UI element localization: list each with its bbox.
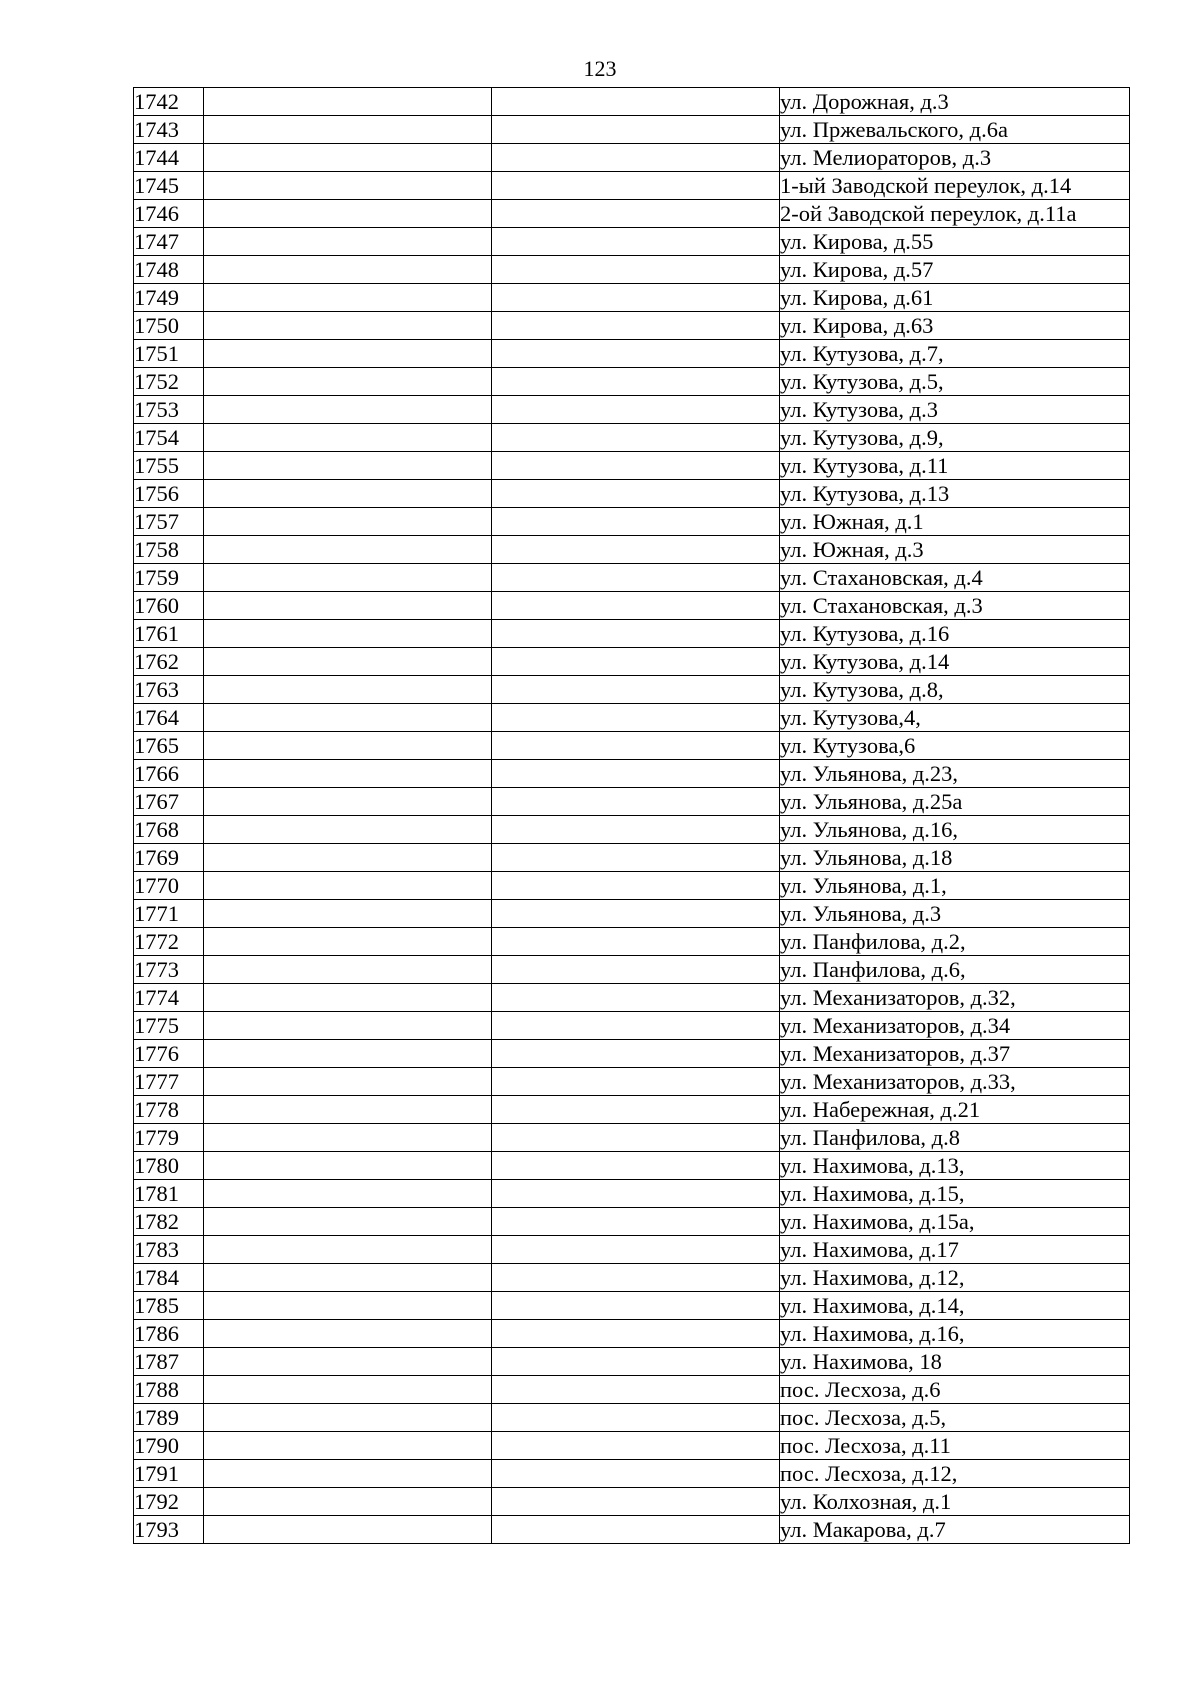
empty-cell bbox=[492, 816, 780, 844]
empty-cell bbox=[204, 228, 492, 256]
table-row bbox=[134, 116, 1130, 144]
empty-cell bbox=[492, 900, 780, 928]
address-table-body bbox=[134, 88, 1130, 1544]
table-row bbox=[134, 1320, 1130, 1348]
empty-cell bbox=[492, 1516, 780, 1544]
table-row bbox=[134, 1432, 1130, 1460]
empty-cell bbox=[204, 1348, 492, 1376]
row-number: 1791 bbox=[134, 1460, 204, 1488]
table-row bbox=[134, 1404, 1130, 1432]
row-number: 1784 bbox=[134, 1264, 204, 1292]
row-number: 1781 bbox=[134, 1180, 204, 1208]
address-cell: ул. Ульянова, д.23, bbox=[780, 760, 1130, 788]
table-row bbox=[134, 788, 1130, 816]
row-number: 1750 bbox=[134, 312, 204, 340]
address-cell: ул. Кирова, д.61 bbox=[780, 284, 1130, 312]
row-number: 1747 bbox=[134, 228, 204, 256]
table-row bbox=[134, 200, 1130, 228]
empty-cell bbox=[492, 88, 780, 116]
table-row bbox=[134, 928, 1130, 956]
address-cell: 2-ой Заводской переулок, д.11а bbox=[780, 200, 1130, 228]
row-number: 1751 bbox=[134, 340, 204, 368]
address-cell: ул. Кутузова, д.11 bbox=[780, 452, 1130, 480]
table-row bbox=[134, 1180, 1130, 1208]
address-cell: ул. Панфилова, д.8 bbox=[780, 1124, 1130, 1152]
empty-cell bbox=[204, 1096, 492, 1124]
row-number: 1764 bbox=[134, 704, 204, 732]
empty-cell bbox=[492, 732, 780, 760]
empty-cell bbox=[492, 1292, 780, 1320]
row-number: 1757 bbox=[134, 508, 204, 536]
table-row bbox=[134, 228, 1130, 256]
empty-cell bbox=[492, 1376, 780, 1404]
address-cell: пос. Лесхоза, д.6 bbox=[780, 1376, 1130, 1404]
empty-cell bbox=[204, 676, 492, 704]
address-cell: ул. Нахимова, д.15а, bbox=[780, 1208, 1130, 1236]
empty-cell bbox=[204, 1264, 492, 1292]
row-number: 1754 bbox=[134, 424, 204, 452]
table-row bbox=[134, 564, 1130, 592]
table-row bbox=[134, 284, 1130, 312]
address-cell: 1-ый Заводской переулок, д.14 bbox=[780, 172, 1130, 200]
table-row bbox=[134, 144, 1130, 172]
empty-cell bbox=[492, 760, 780, 788]
address-cell: ул. Кутузова,4, bbox=[780, 704, 1130, 732]
table-row bbox=[134, 1376, 1130, 1404]
address-cell: ул. Колхозная, д.1 bbox=[780, 1488, 1130, 1516]
empty-cell bbox=[204, 200, 492, 228]
address-cell: ул. Нахимова, 18 bbox=[780, 1348, 1130, 1376]
empty-cell bbox=[492, 1180, 780, 1208]
address-cell: ул. Механизаторов, д.33, bbox=[780, 1068, 1130, 1096]
empty-cell bbox=[204, 1432, 492, 1460]
empty-cell bbox=[492, 368, 780, 396]
table-row bbox=[134, 704, 1130, 732]
empty-cell bbox=[492, 592, 780, 620]
row-number: 1769 bbox=[134, 844, 204, 872]
address-cell: ул. Кутузова, д.16 bbox=[780, 620, 1130, 648]
empty-cell bbox=[492, 508, 780, 536]
empty-cell bbox=[204, 1040, 492, 1068]
table-row bbox=[134, 1516, 1130, 1544]
empty-cell bbox=[492, 1264, 780, 1292]
row-number: 1790 bbox=[134, 1432, 204, 1460]
empty-cell bbox=[204, 1068, 492, 1096]
row-number: 1743 bbox=[134, 116, 204, 144]
table-row bbox=[134, 508, 1130, 536]
empty-cell bbox=[492, 284, 780, 312]
empty-cell bbox=[204, 1376, 492, 1404]
empty-cell bbox=[492, 452, 780, 480]
empty-cell bbox=[204, 480, 492, 508]
row-number: 1760 bbox=[134, 592, 204, 620]
table-row bbox=[134, 1460, 1130, 1488]
row-number: 1753 bbox=[134, 396, 204, 424]
table-row bbox=[134, 1488, 1130, 1516]
row-number: 1786 bbox=[134, 1320, 204, 1348]
empty-cell bbox=[204, 1460, 492, 1488]
row-number: 1777 bbox=[134, 1068, 204, 1096]
row-number: 1766 bbox=[134, 760, 204, 788]
table-row bbox=[134, 368, 1130, 396]
empty-cell bbox=[492, 1096, 780, 1124]
empty-cell bbox=[204, 760, 492, 788]
empty-cell bbox=[204, 536, 492, 564]
empty-cell bbox=[492, 480, 780, 508]
empty-cell bbox=[204, 1320, 492, 1348]
empty-cell bbox=[204, 452, 492, 480]
empty-cell bbox=[492, 1460, 780, 1488]
row-number: 1746 bbox=[134, 200, 204, 228]
table-row bbox=[134, 1012, 1130, 1040]
row-number: 1745 bbox=[134, 172, 204, 200]
address-cell: ул. Ульянова, д.16, bbox=[780, 816, 1130, 844]
table-row bbox=[134, 1152, 1130, 1180]
row-number: 1789 bbox=[134, 1404, 204, 1432]
empty-cell bbox=[204, 1012, 492, 1040]
table-row bbox=[134, 760, 1130, 788]
address-cell: ул. Кутузова, д.3 bbox=[780, 396, 1130, 424]
table-row bbox=[134, 816, 1130, 844]
address-cell: ул. Набережная, д.21 bbox=[780, 1096, 1130, 1124]
table-row bbox=[134, 1348, 1130, 1376]
table-row bbox=[134, 536, 1130, 564]
table-row bbox=[134, 1208, 1130, 1236]
address-cell: ул. Нахимова, д.15, bbox=[780, 1180, 1130, 1208]
empty-cell bbox=[204, 648, 492, 676]
row-number: 1758 bbox=[134, 536, 204, 564]
table-row bbox=[134, 1040, 1130, 1068]
address-cell: ул. Нахимова, д.12, bbox=[780, 1264, 1130, 1292]
row-number: 1773 bbox=[134, 956, 204, 984]
address-cell: ул. Южная, д.1 bbox=[780, 508, 1130, 536]
address-cell: ул. Кирова, д.55 bbox=[780, 228, 1130, 256]
address-cell: ул. Макарова, д.7 bbox=[780, 1516, 1130, 1544]
address-cell: ул. Ульянова, д.3 bbox=[780, 900, 1130, 928]
row-number: 1763 bbox=[134, 676, 204, 704]
empty-cell bbox=[492, 1152, 780, 1180]
table-row bbox=[134, 900, 1130, 928]
row-number: 1793 bbox=[134, 1516, 204, 1544]
row-number: 1759 bbox=[134, 564, 204, 592]
empty-cell bbox=[492, 340, 780, 368]
address-cell: пос. Лесхоза, д.5, bbox=[780, 1404, 1130, 1432]
address-cell: ул. Нахимова, д.14, bbox=[780, 1292, 1130, 1320]
empty-cell bbox=[204, 256, 492, 284]
empty-cell bbox=[204, 1208, 492, 1236]
empty-cell bbox=[492, 1124, 780, 1152]
table-row bbox=[134, 480, 1130, 508]
empty-cell bbox=[492, 956, 780, 984]
address-cell: пос. Лесхоза, д.11 bbox=[780, 1432, 1130, 1460]
row-number: 1780 bbox=[134, 1152, 204, 1180]
table-row bbox=[134, 1096, 1130, 1124]
row-number: 1774 bbox=[134, 984, 204, 1012]
address-cell: ул. Ульянова, д.18 bbox=[780, 844, 1130, 872]
empty-cell bbox=[492, 788, 780, 816]
address-cell: ул. Кутузова, д.13 bbox=[780, 480, 1130, 508]
row-number: 1776 bbox=[134, 1040, 204, 1068]
address-cell: ул. Кутузова,6 bbox=[780, 732, 1130, 760]
empty-cell bbox=[492, 620, 780, 648]
address-cell: пос. Лесхоза, д.12, bbox=[780, 1460, 1130, 1488]
table-row bbox=[134, 88, 1130, 116]
table-row bbox=[134, 172, 1130, 200]
address-cell: ул. Нахимова, д.13, bbox=[780, 1152, 1130, 1180]
empty-cell bbox=[492, 564, 780, 592]
row-number: 1772 bbox=[134, 928, 204, 956]
empty-cell bbox=[204, 1488, 492, 1516]
empty-cell bbox=[492, 536, 780, 564]
empty-cell bbox=[204, 1180, 492, 1208]
empty-cell bbox=[204, 424, 492, 452]
address-cell: ул. Кирова, д.57 bbox=[780, 256, 1130, 284]
table-row bbox=[134, 424, 1130, 452]
empty-cell bbox=[492, 1208, 780, 1236]
empty-cell bbox=[492, 704, 780, 732]
address-cell: ул. Механизаторов, д.37 bbox=[780, 1040, 1130, 1068]
empty-cell bbox=[492, 1236, 780, 1264]
table-row bbox=[134, 340, 1130, 368]
empty-cell bbox=[204, 172, 492, 200]
empty-cell bbox=[204, 872, 492, 900]
table-row bbox=[134, 732, 1130, 760]
empty-cell bbox=[492, 844, 780, 872]
empty-cell bbox=[204, 592, 492, 620]
address-cell: ул. Кутузова, д.9, bbox=[780, 424, 1130, 452]
empty-cell bbox=[204, 1292, 492, 1320]
table-row bbox=[134, 844, 1130, 872]
address-cell: ул. Ульянова, д.1, bbox=[780, 872, 1130, 900]
address-table bbox=[133, 87, 1130, 1544]
page-number: 123 bbox=[583, 56, 617, 81]
empty-cell bbox=[204, 1152, 492, 1180]
empty-cell bbox=[492, 928, 780, 956]
empty-cell bbox=[204, 1236, 492, 1264]
empty-cell bbox=[492, 116, 780, 144]
address-cell: ул. Мелиораторов, д.3 bbox=[780, 144, 1130, 172]
empty-cell bbox=[492, 872, 780, 900]
address-cell: ул. Кутузова, д.7, bbox=[780, 340, 1130, 368]
empty-cell bbox=[204, 704, 492, 732]
empty-cell bbox=[204, 900, 492, 928]
row-number: 1775 bbox=[134, 1012, 204, 1040]
empty-cell bbox=[204, 88, 492, 116]
empty-cell bbox=[204, 1404, 492, 1432]
row-number: 1785 bbox=[134, 1292, 204, 1320]
empty-cell bbox=[204, 788, 492, 816]
address-cell: ул. Стахановская, д.3 bbox=[780, 592, 1130, 620]
address-cell: ул. Стахановская, д.4 bbox=[780, 564, 1130, 592]
empty-cell bbox=[204, 396, 492, 424]
empty-cell bbox=[492, 424, 780, 452]
empty-cell bbox=[492, 1012, 780, 1040]
empty-cell bbox=[204, 1516, 492, 1544]
address-cell: ул. Нахимова, д.17 bbox=[780, 1236, 1130, 1264]
table-row bbox=[134, 648, 1130, 676]
empty-cell bbox=[492, 200, 780, 228]
row-number: 1767 bbox=[134, 788, 204, 816]
empty-cell bbox=[204, 928, 492, 956]
empty-cell bbox=[492, 144, 780, 172]
row-number: 1744 bbox=[134, 144, 204, 172]
empty-cell bbox=[204, 956, 492, 984]
empty-cell bbox=[492, 1432, 780, 1460]
row-number: 1788 bbox=[134, 1376, 204, 1404]
empty-cell bbox=[492, 396, 780, 424]
empty-cell bbox=[204, 984, 492, 1012]
empty-cell bbox=[492, 984, 780, 1012]
address-cell: ул. Нахимова, д.16, bbox=[780, 1320, 1130, 1348]
row-number: 1755 bbox=[134, 452, 204, 480]
row-number: 1762 bbox=[134, 648, 204, 676]
empty-cell bbox=[204, 144, 492, 172]
address-cell: ул. Дорожная, д.3 bbox=[780, 88, 1130, 116]
address-cell: ул. Кутузова, д.5, bbox=[780, 368, 1130, 396]
row-number: 1756 bbox=[134, 480, 204, 508]
empty-cell bbox=[492, 1488, 780, 1516]
table-row bbox=[134, 956, 1130, 984]
table-row bbox=[134, 1292, 1130, 1320]
row-number: 1779 bbox=[134, 1124, 204, 1152]
address-cell: ул. Кутузова, д.14 bbox=[780, 648, 1130, 676]
empty-cell bbox=[204, 508, 492, 536]
empty-cell bbox=[204, 284, 492, 312]
row-number: 1771 bbox=[134, 900, 204, 928]
empty-cell bbox=[204, 340, 492, 368]
empty-cell bbox=[492, 676, 780, 704]
empty-cell bbox=[204, 732, 492, 760]
address-cell: ул. Кирова, д.63 bbox=[780, 312, 1130, 340]
table-row bbox=[134, 620, 1130, 648]
empty-cell bbox=[204, 816, 492, 844]
table-row bbox=[134, 452, 1130, 480]
row-number: 1787 bbox=[134, 1348, 204, 1376]
empty-cell bbox=[204, 564, 492, 592]
empty-cell bbox=[492, 172, 780, 200]
table-row bbox=[134, 256, 1130, 284]
address-cell: ул. Панфилова, д.6, bbox=[780, 956, 1130, 984]
address-cell: ул. Пржевальского, д.6а bbox=[780, 116, 1130, 144]
empty-cell bbox=[492, 1068, 780, 1096]
row-number: 1765 bbox=[134, 732, 204, 760]
address-cell: ул. Южная, д.3 bbox=[780, 536, 1130, 564]
empty-cell bbox=[204, 1124, 492, 1152]
row-number: 1770 bbox=[134, 872, 204, 900]
empty-cell bbox=[492, 1348, 780, 1376]
table-row bbox=[134, 984, 1130, 1012]
empty-cell bbox=[492, 1320, 780, 1348]
row-number: 1792 bbox=[134, 1488, 204, 1516]
row-number: 1783 bbox=[134, 1236, 204, 1264]
table-row bbox=[134, 1068, 1130, 1096]
address-cell: ул. Механизаторов, д.34 bbox=[780, 1012, 1130, 1040]
empty-cell bbox=[492, 228, 780, 256]
row-number: 1742 bbox=[134, 88, 204, 116]
row-number: 1761 bbox=[134, 620, 204, 648]
empty-cell bbox=[204, 116, 492, 144]
row-number: 1778 bbox=[134, 1096, 204, 1124]
row-number: 1749 bbox=[134, 284, 204, 312]
empty-cell bbox=[492, 312, 780, 340]
address-cell: ул. Ульянова, д.25а bbox=[780, 788, 1130, 816]
address-cell: ул. Панфилова, д.2, bbox=[780, 928, 1130, 956]
table-row bbox=[134, 872, 1130, 900]
empty-cell bbox=[492, 256, 780, 284]
empty-cell bbox=[492, 1404, 780, 1432]
table-row bbox=[134, 676, 1130, 704]
table-row bbox=[134, 1264, 1130, 1292]
empty-cell bbox=[204, 368, 492, 396]
table-row bbox=[134, 592, 1130, 620]
table-row bbox=[134, 1236, 1130, 1264]
address-cell: ул. Кутузова, д.8, bbox=[780, 676, 1130, 704]
table-row bbox=[134, 1124, 1130, 1152]
address-cell: ул. Механизаторов, д.32, bbox=[780, 984, 1130, 1012]
row-number: 1752 bbox=[134, 368, 204, 396]
empty-cell bbox=[492, 1040, 780, 1068]
row-number: 1782 bbox=[134, 1208, 204, 1236]
empty-cell bbox=[492, 648, 780, 676]
empty-cell bbox=[204, 312, 492, 340]
row-number: 1768 bbox=[134, 816, 204, 844]
empty-cell bbox=[204, 844, 492, 872]
empty-cell bbox=[204, 620, 492, 648]
table-row bbox=[134, 312, 1130, 340]
table-row bbox=[134, 396, 1130, 424]
row-number: 1748 bbox=[134, 256, 204, 284]
